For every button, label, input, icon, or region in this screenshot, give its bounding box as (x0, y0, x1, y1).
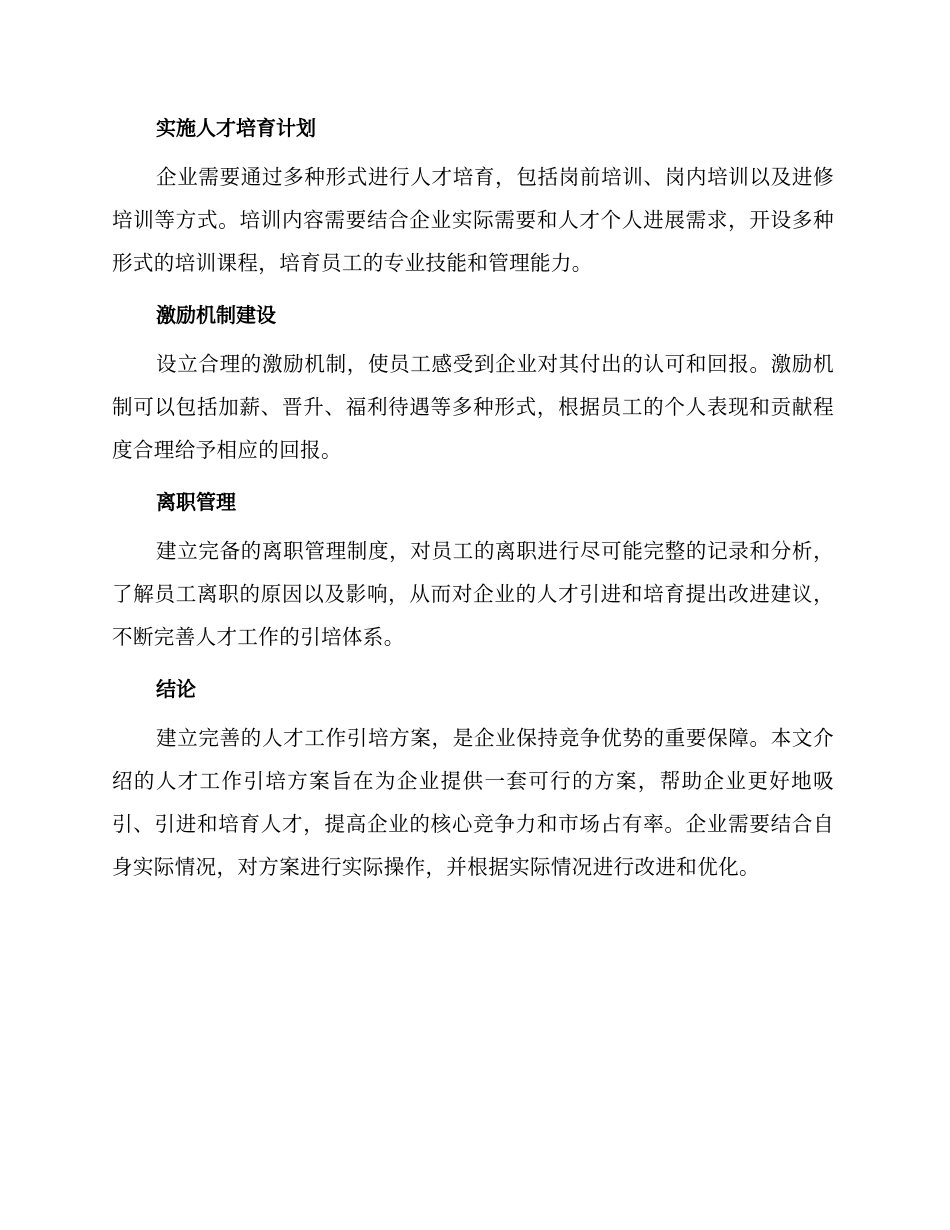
section-conclusion (112, 669, 834, 889)
section-paragraph: 建立完备的离职管理制度，对员工的离职进行尽可能完整的记录和分析，了解员工离职的原因以及影响，从而对企业的人才引进和培育提出改进建议，不断完善人才工作的引培体系。 (112, 539, 834, 649)
section-heading: 结论 (156, 677, 196, 701)
section-heading: 实施人才培育计划 (156, 116, 316, 140)
document-page (112, 108, 834, 899)
section-talent-cultivation (112, 108, 834, 285)
section-heading: 激励机制建设 (156, 303, 276, 327)
section-incentive-mechanism (112, 295, 834, 472)
section-paragraph: 设立合理的激励机制，使员工感受到企业对其付出的认可和回报。激励机制可以包括加薪、晋升、福利待遇等多种形式，根据员工的个人表现和贡献程度合理给予相应的回报。 (112, 352, 834, 462)
section-heading: 离职管理 (156, 490, 236, 514)
section-resignation-management (112, 482, 834, 659)
section-paragraph: 建立完善的人才工作引培方案，是企业保持竞争优势的重要保障。本文介绍的人才工作引培方案旨在为企业提供一套可行的方案，帮助企业更好地吸引、引进和培育人才，提高企业的核心竞争力和市场占有率。企业需要结合自身实际情况，对方案进行实际操作，并根据实际情况进行改进和优化。 (112, 726, 834, 879)
section-paragraph: 企业需要通过多种形式进行人才培育，包括岗前培训、岗内培训以及进修培训等方式。培训内容需要结合企业实际需要和人才个人进展需求，开设多种形式的培训课程，培育员工的专业技能和管理能力。 (112, 165, 834, 275)
